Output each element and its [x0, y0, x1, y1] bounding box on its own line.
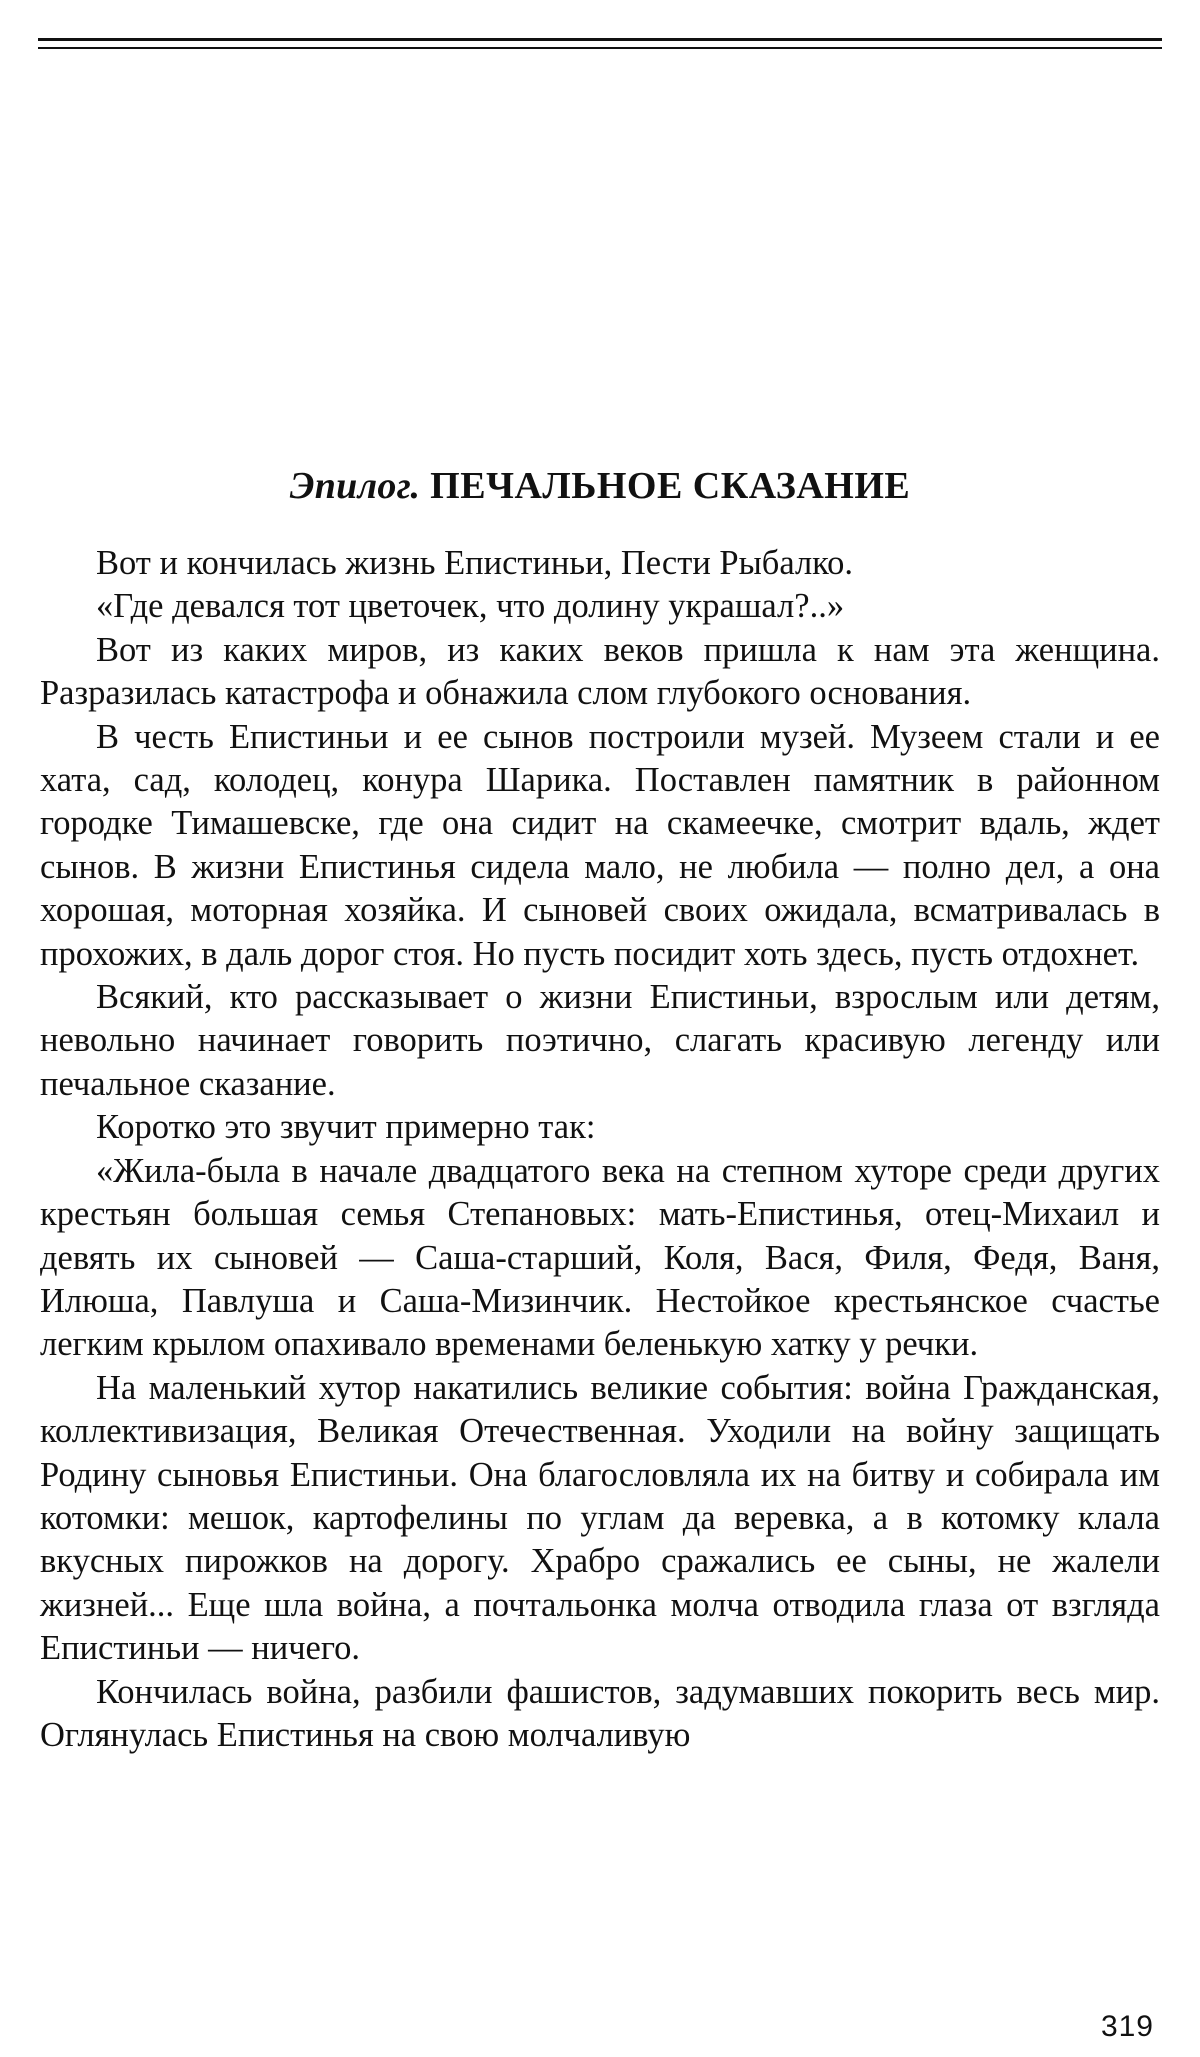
top-rule-secondary	[38, 47, 1162, 49]
paragraph: Всякий, кто рассказывает о жизни Епистиньи, взрослым или детям, невольно начинает говорить поэтично, слагать красивую легенду или печальное сказание.	[40, 978, 1160, 1103]
paragraph: «Где девался тот цветочек, что долину украшал?..»	[96, 587, 845, 626]
paragraph: Коротко это звучит примерно так:	[96, 1108, 596, 1147]
paragraph: Вот из каких миров, из каких веков пришла к нам эта женщина. Разразилась катастрофа и обнажила слом глубокого основания.	[40, 630, 1160, 713]
paragraph: В честь Епистиньи и ее сынов построили музей. Музеем стали и ее хата, сад, колодец, конура Шарика. Поставлен памятник в районном городке Тимашевске, где она сидит на скамеечке, смотрит вдаль, ждет сынов. В жизни Епистинья сидела мало, не любила — полно дел, а она хорошая, моторная хозяйка. И сыновей своих ожидала, всматривалась в прохожих, в даль дорог стоя. Но пусть посидит хоть здесь, пусть отдохнет.	[40, 717, 1160, 973]
chapter-label: Эпилог.	[289, 465, 421, 507]
chapter-heading	[0, 462, 1200, 510]
paragraph: Вот и кончилась жизнь Епистиньи, Пести Рыбалко.	[96, 544, 854, 582]
paragraph: «Жила-была в начале двадцатого века на степном хуторе среди других крестьян большая семья Степановых: мать-Епистинья, отец-Михаил и девять их сыновей — Саша-старший, Коля, Вася, Филя, Федя, Ваня, Илюша, Павлуша и Саша-Мизинчик. Нестойкое крестьянское счастье легким крылом опахивало временами беленькую хатку у речки.	[40, 1151, 1160, 1364]
page-number: 319	[1100, 2010, 1154, 2043]
top-rule	[38, 38, 1162, 41]
paragraph: Кончилась война, разбили фашистов, задумавших покорить весь мир. Оглянулась Епистинья на свою молчаливую	[40, 1672, 1160, 1754]
chapter-title: ПЕЧАЛЬНОЕ СКАЗАНИЕ	[430, 465, 911, 507]
paragraph: На маленький хутор накатились великие события: война Гражданская, коллективизация, Великая Отечественная. Уходили на войну защищать Родину сыновья Епистиньи. Она благословляла их на битву и собирала им котомки: мешок, картофелины по углам да веревка, а в котомку клала вкусных пирожков на дорогу. Храбро сражались ее сыны, не жалели жизней... Еще шла война, а почтальонка молча отводила глаза от взгляда Епистиньи — ничего.	[40, 1368, 1160, 1668]
body-text	[40, 542, 1160, 1757]
